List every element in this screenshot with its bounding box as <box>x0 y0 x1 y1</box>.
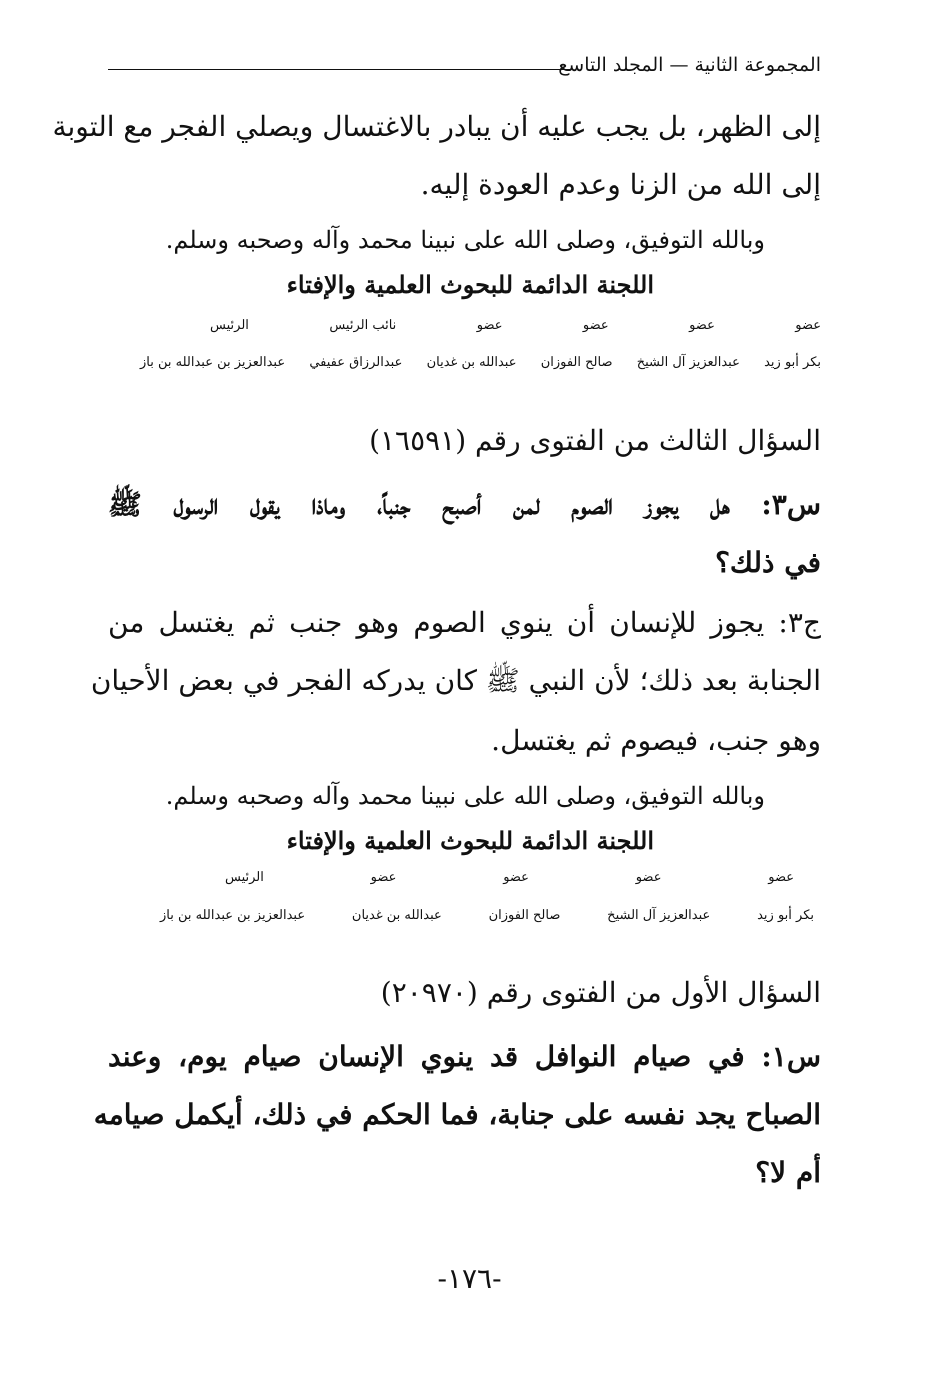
paragraph-line: إلى الظهر، بل يجب عليه أن يبادر بالاغتسال ويصلي الفجر مع التوبة <box>52 110 821 143</box>
signatory-name: عبدالله بن غديان <box>351 908 442 923</box>
closing-formula: وبالله التوفيق، وصلى الله على نبينا محمد وآله وصحبه وسلم. <box>165 782 765 810</box>
committee-name: اللجنة الدائمة للبحوث العلمية والإفتاء <box>286 270 654 299</box>
signatory-name: عبدالعزيز آل الشيخ <box>607 908 711 923</box>
signatory-role: عضو <box>503 870 529 885</box>
running-header-title: المجموعة الثانية — المجلد التاسع <box>558 54 821 76</box>
header-rule <box>108 69 570 70</box>
signatory-name: صالح الفوزان <box>540 355 613 370</box>
signatory-role: عضو <box>370 870 397 885</box>
paragraph-line: إلى الله من الزنا وعدم العودة إليه. <box>420 168 821 201</box>
signatory-role: نائب الرئيس <box>329 318 397 333</box>
answer-line: ج٣: يجوز للإنسان أن ينوي الصوم وهو جنب ثم يغتسل من <box>108 606 821 639</box>
signatory-role: عضو <box>635 870 662 885</box>
fatwa-heading: السؤال الأول من الفتوى رقم (٢٠٩٧٠) <box>380 976 821 1009</box>
signatory-names <box>140 355 821 370</box>
signatory-role: عضو <box>768 870 794 885</box>
answer-line: الجنابة بعد ذلك؛ لأن النبي ﷺ كان يدركه الفجر في بعض الأحيان <box>90 664 821 697</box>
signatory-name: عبدالرزاق عفيفي <box>309 355 403 370</box>
question-line: الصباح يجد نفسه على جنابة، فما الحكم في ذلك، أيكمل صيامه <box>93 1098 821 1131</box>
question-line: س١: في صيام النوافل قد ينوي الإنسان صيام يوم، وعند <box>108 1040 821 1073</box>
signatory-role: عضو <box>795 318 821 333</box>
committee-name: اللجنة الدائمة للبحوث العلمية والإفتاء <box>286 826 654 855</box>
signatory-role: عضو <box>582 318 609 333</box>
signatory-names <box>160 908 814 923</box>
signatory-roles <box>225 870 794 885</box>
signatory-name: صالح الفوزان <box>488 908 561 923</box>
question-line: في ذلك؟ <box>715 546 821 579</box>
fatwa-heading: السؤال الثالث من الفتوى رقم (١٦٥٩١) <box>369 424 821 457</box>
signatory-name: عبدالله بن غديان <box>426 355 517 370</box>
signatory-name: عبدالعزيز بن عبدالله بن باز <box>160 908 306 923</box>
page-number: -١٧٦- <box>437 1262 502 1295</box>
question-line: أم لا؟ <box>755 1156 821 1189</box>
answer-line: وهو جنب، فيصوم ثم يغتسل. <box>491 724 821 757</box>
signatory-role: الرئيس <box>210 318 249 333</box>
signatory-role: الرئيس <box>225 870 264 885</box>
question-line: س٣: هل يجوز الصوم لمن أصبح جنباً، وماذا يقول الرسول ﷺ <box>108 488 821 521</box>
signatory-name: بكر أبو زيد <box>764 355 821 370</box>
signatory-name: بكر أبو زيد <box>757 908 814 923</box>
signatory-name: عبدالعزيز بن عبدالله بن باز <box>140 355 286 370</box>
signatory-name: عبدالعزيز آل الشيخ <box>636 355 740 370</box>
signatory-role: عضو <box>476 318 503 333</box>
signatory-role: عضو <box>689 318 715 333</box>
closing-formula: وبالله التوفيق، وصلى الله على نبينا محمد وآله وصحبه وسلم. <box>165 226 765 254</box>
signatory-roles <box>210 318 821 333</box>
